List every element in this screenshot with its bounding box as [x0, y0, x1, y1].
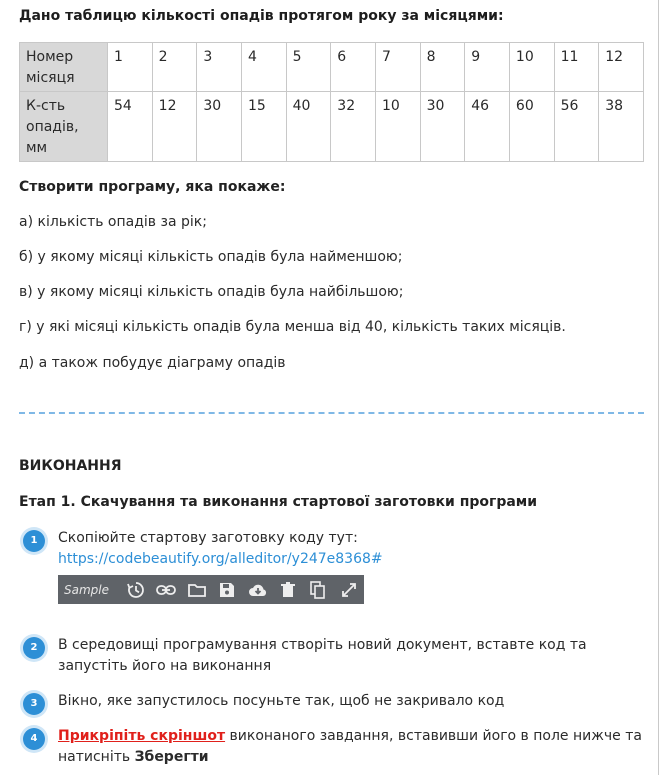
- table-cell: 46: [465, 92, 510, 162]
- intro-title: Дано таблицю кількості опадів протягом року за місяцями:: [19, 8, 504, 24]
- table-cell: 56: [554, 92, 599, 162]
- step-1-text: Скопіюйте стартову заготовку коду тут:: [58, 530, 358, 546]
- table-cell: 15: [241, 92, 286, 162]
- save-word: Зберегти: [134, 749, 209, 765]
- task-item: г) у які місяці кількість опадів була менша від 40, кількість таких місяців.: [19, 319, 566, 335]
- table-cell: 38: [599, 92, 644, 162]
- editor-toolbar: [58, 575, 364, 604]
- table-cell: 5: [286, 43, 331, 92]
- task-title: Створити програму, яка покаже:: [19, 179, 286, 195]
- table-cell: 30: [420, 92, 465, 162]
- table-cell: 30: [197, 92, 242, 162]
- right-frame-border: [658, 0, 659, 775]
- precipitation-table: [19, 42, 644, 162]
- step-2-text: В середовищі програмування створіть новий документ, вставте код та запустіть його на виконання: [58, 637, 587, 674]
- step-3-text: Вікно, яке запустилось посуньте так, щоб не закривало код: [58, 693, 505, 709]
- link-icon[interactable]: [151, 583, 181, 597]
- table-cell: 11: [554, 43, 599, 92]
- table-cell: 3: [197, 43, 242, 92]
- table-cell: 10: [509, 43, 554, 92]
- copy-icon[interactable]: [303, 581, 333, 599]
- dashed-divider: [19, 412, 644, 414]
- table-cell: 8: [420, 43, 465, 92]
- starter-code-link[interactable]: https://codebeautify.org/alleditor/y247e8368#: [58, 551, 383, 567]
- task-item: б) у якому місяці кількість опадів була найменшою;: [19, 249, 403, 265]
- table-row-months: [20, 43, 644, 92]
- table-header-month: Номер місяця: [20, 43, 108, 92]
- table-cell: 4: [241, 43, 286, 92]
- step-4-body: виконаного завдання, вставивши його в поле нижче та натисніть: [58, 728, 642, 765]
- download-cloud-icon[interactable]: [242, 582, 272, 598]
- fullscreen-icon[interactable]: [334, 582, 364, 598]
- table-cell: 9: [465, 43, 510, 92]
- table-header-amount: К-сть опадів, мм: [20, 92, 108, 162]
- table-cell: 12: [152, 92, 197, 162]
- step-1-text-block: [58, 528, 646, 570]
- task-item: д) а також побудує діаграму опадів: [19, 355, 286, 371]
- step-number-badge: 3: [23, 693, 45, 715]
- table-cell: 12: [599, 43, 644, 92]
- section-title: ВИКОНАННЯ: [19, 458, 122, 474]
- step-4-text: [58, 726, 646, 768]
- table-cell: 32: [331, 92, 376, 162]
- folder-icon[interactable]: [182, 582, 212, 598]
- table-cell: 40: [286, 92, 331, 162]
- table-cell: 10: [375, 92, 420, 162]
- step-number-badge: 1: [23, 530, 45, 552]
- attach-screenshot-link[interactable]: Прикріпіть скріншот: [58, 728, 226, 744]
- history-icon[interactable]: [121, 581, 151, 599]
- task-item: а) кількість опадів за рік;: [19, 214, 207, 230]
- table-cell: 6: [331, 43, 376, 92]
- save-icon[interactable]: [212, 582, 242, 598]
- step-number-badge: 2: [23, 637, 45, 659]
- task-item: в) у якому місяці кількість опадів була найбільшою;: [19, 284, 404, 300]
- stage-title: Етап 1. Скачування та виконання стартової заготовки програми: [19, 494, 538, 510]
- table-cell: 7: [375, 43, 420, 92]
- table-cell: 60: [509, 92, 554, 162]
- table-cell: 2: [152, 43, 197, 92]
- table-cell: 1: [108, 43, 153, 92]
- toolbar-label: Sample: [64, 582, 109, 597]
- trash-icon[interactable]: [273, 582, 303, 598]
- table-row-values: [20, 92, 644, 162]
- table-cell: 54: [108, 92, 153, 162]
- step-number-badge: 4: [23, 728, 45, 750]
